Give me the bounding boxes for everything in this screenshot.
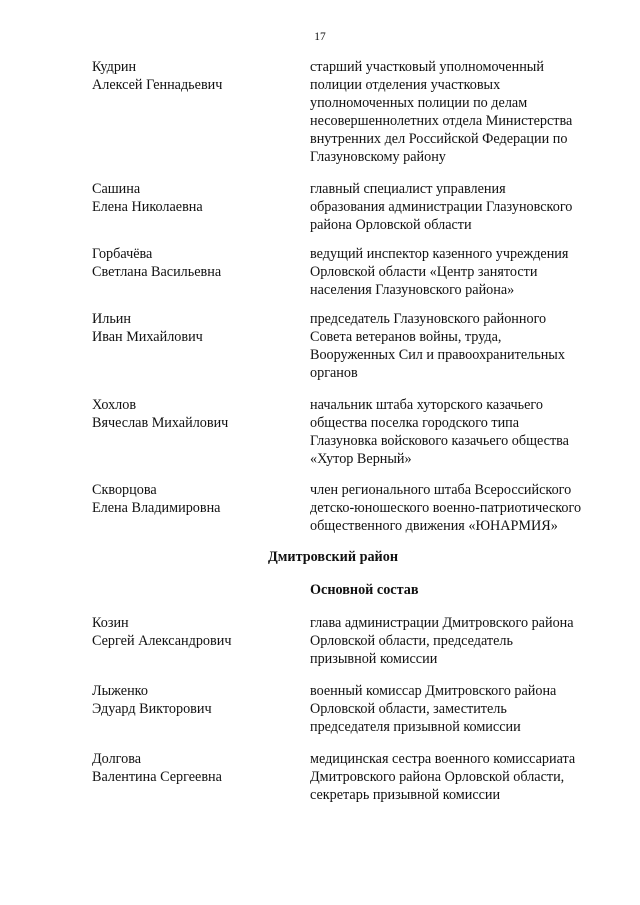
member-name: Козин Сергей Александрович [92,615,232,649]
member-position: член регионального штаба Всероссийского детско-юношеского военно-патриотического общественного движения «ЮНАРМИЯ» [310,482,582,534]
member-position: военный комиссар Дмитровского района Орловской области, заместитель председателя призывной комиссии [310,683,557,735]
member-name: Кудрин Алексей Геннадьевич [92,59,223,93]
member-position: старший участковый уполномоченный полиции отделения участковых уполномоченных полиции по делам несовершеннолетних отдела Министерства внутренних дел Российской Федерации по Глазуновскому району [310,59,573,165]
member-position: начальник штаба хуторского казачьего общества поселка городского типа Глазуновка войскового казачьего общества «Хутор Верный» [310,397,569,467]
member-position: председатель Глазуновского районного Совета ветеранов войны, труда, Вооруженных Сил и правоохранительных органов [310,311,565,381]
member-position: ведущий инспектор казенного учреждения Орловской области «Центр занятости населения Глазуновского района» [310,246,569,298]
section-heading: Дмитровский район [268,549,399,565]
member-position: глава администрации Дмитровского района Орловской области, председатель призывной комиссии [310,615,574,667]
subsection-heading: Основной состав [310,582,419,598]
member-name: Ильин Иван Михайлович [92,311,203,345]
member-name: Долгова Валентина Сергеевна [92,751,222,785]
member-position: медицинская сестра военного комиссариата Дмитровского района Орловской области, секретарь призывной комиссии [310,751,576,803]
member-name: Горбачёва Светлана Васильевна [92,246,222,280]
member-name: Лыженко Эдуард Викторович [92,683,212,717]
member-name: Скворцова Елена Владимировна [92,482,221,516]
member-name: Сашина Елена Николаевна [92,181,203,215]
member-name: Хохлов Вячеслав Михайлович [92,397,229,431]
member-position: главный специалист управления образования администрации Глазуновского района Орловской области [310,181,573,233]
page-number: 17 [314,31,326,43]
